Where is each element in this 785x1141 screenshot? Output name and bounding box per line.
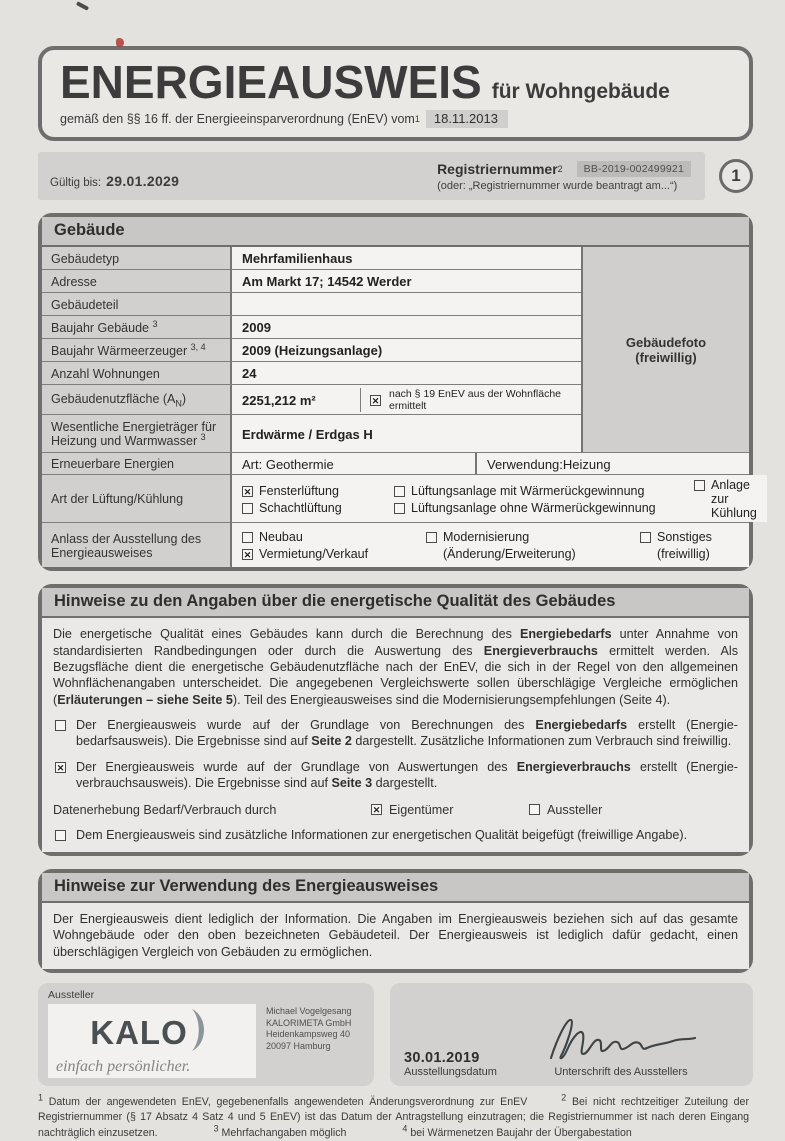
renewables-type: Art: Geothermie [232, 453, 477, 474]
usage-notes-text: Der Energieausweis dient lediglich der Information. Die Angaben im Energieausweis beziehen sich auf das gesamte Wohngebäude oder den oben bezeichneten Gebäudeteil. Der Energieausweis ist lediglich dafür gedacht, einen überschlägigen Vergleich von Gebäuden zu ermöglichen. [53, 911, 738, 959]
footnote-1-text: Datum der angewendeten EnEV, gegebenenfalls angewendeten Änderungsverordnung zur EnEV [48, 1095, 528, 1108]
checkbox-area-method[interactable]: ✕ [371, 395, 380, 406]
signature-box [390, 983, 753, 1086]
page-number-badge: 1 [719, 159, 753, 193]
row-label: Gebäudenutzfläche $(A_N)$ [42, 385, 232, 414]
ventilation-row [42, 475, 757, 523]
row-label: Art der Lüftung/Kühlung [42, 475, 232, 522]
row-value: 2009 [232, 316, 581, 338]
row-label: Baujahr Gebäude $^3$ [42, 316, 232, 338]
renewables-usage: Verwendung:Heizung [477, 453, 749, 474]
row-value: Erdwärme / Erdgas H [232, 415, 581, 452]
issue-reason-options: Neubau ✕ Vermietung/Verkauf Modernisierung (Änderung/Erweiterung) Sonstiges (freiwillig) [232, 523, 749, 567]
issuer-caption: Aussteller [48, 988, 95, 1001]
issue-reason-row [42, 523, 749, 567]
table-row [42, 316, 581, 339]
table-row [42, 339, 581, 362]
table-row [42, 247, 581, 270]
checkbox-eigentuemer[interactable]: ✕ [372, 805, 381, 816]
signature-handwriting [537, 1011, 705, 1068]
signature-caption: Unterschrift des Ausstellers [554, 1065, 688, 1078]
row-label: Baujahr Wärmeerzeuger $^{3, 4}$ [42, 339, 232, 361]
validity-band-row [38, 152, 753, 200]
issuer-row [38, 983, 753, 1086]
checkbox-bedarfsausweis[interactable] [55, 720, 66, 731]
checkbox-vermietung-verkauf[interactable]: ✕ [243, 550, 252, 561]
law-reference-text: gemäß den §§ 16 ff. der Energieeinsparverordnung (EnEV) vom [60, 112, 415, 127]
list-item-bedarf: Der Energieausweis wurde auf der Grundlage von Berechnungen des Energiebedarfs erstellt (Energiebedarfsausweis). Die Ergebnisse sind auf Seite 2 dargestellt. Zusätzliche Informationen zum Verbrauch sind freiwillig. [53, 717, 738, 750]
data-collection-label: Datenerhebung Bedarf/Verbrauch durch [53, 802, 277, 817]
modernisierung-subnote: (Änderung/Erweiterung) [443, 547, 576, 562]
row-value: 24 [232, 362, 581, 384]
footnote-1-marker: 1 [38, 1092, 44, 1103]
registry-alt-note: (oder: „Registriernummer wurde beantragt am...“) [437, 179, 678, 192]
data-collection-row: Datenerhebung Bedarf/Verbrauch durch ✕ Eigentümer Aussteller [53, 802, 603, 817]
checkbox-sonstiges[interactable] [640, 532, 651, 543]
table-row [42, 293, 581, 316]
scan-red-mark [116, 38, 124, 47]
usage-notes-section [38, 869, 753, 973]
checkbox-schachtlueftung[interactable] [242, 503, 253, 514]
checkbox-fensterlueftung[interactable]: ✕ [243, 486, 252, 497]
table-row-area [42, 385, 581, 415]
footnotes [38, 1092, 753, 1141]
footnote-2-text: Bei nicht rechtzeitiger Zuteilung der Registriernummer (§ 17 Absatz 4 Satz 4 und 5 EnEV) ist das Datum der Antragstellung einzutragen; die Registriernummer ist nach deren Eingang nachträglich einzusetzen. [38, 1095, 749, 1139]
table-row [42, 415, 581, 452]
list-item-verbrauch: ✕ Der Energieausweis wurde auf der Grundlage von Auswertungen des Energieverbrauchs erstellt (Energieverbrauchsausweis). Die Ergebnisse sind auf Seite 3 dargestellt. [56, 759, 738, 791]
table-row [42, 362, 581, 385]
footnote-4-marker: 4 [402, 1123, 408, 1134]
row-label: Wesentliche Energieträger für Heizung und Warmwasser $^3$ [42, 415, 232, 452]
row-value [232, 293, 581, 315]
document-subtitle: für Wohngebäude [491, 80, 670, 103]
kalo-brand-text: KALO [90, 1013, 188, 1051]
row-value: Am Markt 17; 14542 Werder [232, 270, 581, 292]
issuer-box [38, 983, 374, 1086]
checkbox-verbrauchsausweis[interactable]: ✕ [56, 762, 65, 773]
checkbox-zusatzinformationen[interactable] [55, 830, 66, 841]
row-label: Gebäudetyp [42, 247, 232, 269]
kalo-logo [48, 1004, 256, 1078]
header-box: ENERGIEAUSWEIS für Wohngebäude gemäß den §§ 16 ff. der Energieeinsparverordnung (EnEV) vom 1 18.11.2013 [38, 46, 753, 141]
issue-date-caption: Ausstellungsdatum [404, 1065, 497, 1078]
scan-staple-mark [76, 1, 89, 11]
registry-number-value: BB-2019-002499921 [577, 161, 691, 177]
row-value [232, 385, 581, 414]
footnote-4-text: bei Wärmenetzen Baujahr der Übergabestation [410, 1126, 632, 1139]
row-value: Mehrfamilienhaus [232, 247, 581, 269]
area-value: 2251,212 m² [242, 392, 316, 408]
building-section [38, 213, 757, 571]
building-section-title: Gebäude [42, 217, 749, 247]
issuer-address: Michael Vogelgesang KALORIMETA GmbH Heidenkampsweg 40 20097 Hamburg [266, 1005, 352, 1052]
ventilation-options: ✕ Fensterlüftung Schachtlüftung Lüftungsanlage mit Wärmerückgewinnung Lüftungsanlage ohne Wärmerückgewinnung Anlage zur Kühlung [232, 475, 767, 522]
checkbox-aussteller[interactable] [529, 804, 540, 815]
valid-until-date: 29.01.2029 [106, 173, 180, 190]
row-label: Anzahl Wohnungen [42, 362, 232, 384]
building-photo-placeholder: Gebäudefoto (freiwillig) [581, 247, 749, 452]
list-item-zusatzinfo: Dem Energieausweis sind zusätzliche Informationen zur energetischen Qualität beigefügt (freiwillige Angabe). [53, 827, 738, 843]
valid-until-label: Gültig bis: [50, 177, 102, 190]
quality-notes-intro: Die energetische Qualität eines Gebäudes kann durch die Berechnung des Energiebedarfs unter Annahme von standardisierten Randbedingungen oder durch die Auswertung des Energieverbrauchs ermittelt werden. Als Bezugsfläche dient die energetische Gebäudenutzfläche nach der EnEV, die sich in der Regel von den allgemeinen Wohnflächenangaben unterscheidet. Die angegebenen Vergleichswerte sollen überschlägige Vergleiche ermöglichen (Erläuterungen – siehe Seite 5). Teil des Energieausweises sind die Modernisierungsempfehlungen (Seite 4). [53, 627, 738, 707]
checkbox-lueftung-mit-wrg[interactable] [394, 486, 405, 497]
registry-number-label: Registriernummer [437, 160, 558, 177]
kalo-tagline: einfach persönlicher. [56, 1057, 191, 1075]
kalo-swoosh-icon [190, 1008, 212, 1057]
checkbox-anlage-kuehlung[interactable] [694, 480, 705, 491]
quality-notes-section [38, 584, 753, 856]
area-method-note: nach § 19 EnEV aus der Wohnfläche ermittelt [389, 388, 562, 413]
renewables-row [42, 452, 749, 475]
sonstiges-subnote: (freiwillig) [657, 547, 710, 562]
validity-band: Gültig bis: 29.01.2029 Registriernummer 2 BB-2019-002499921 (oder: „Registriernummer wurde beantragt am...“) [38, 152, 705, 200]
table-row [42, 270, 581, 293]
enev-date-value: 18.11.2013 [426, 110, 508, 128]
footnote-2-marker: 2 [561, 1092, 567, 1103]
quality-notes-title: Hinweise zu den Angaben über die energetische Qualität des Gebäudes [42, 588, 749, 618]
row-label: Erneuerbare Energien [42, 453, 232, 474]
usage-notes-title: Hinweise zur Verwendung des Energieausweises [42, 873, 749, 903]
checkbox-lueftung-ohne-wrg[interactable] [394, 503, 405, 514]
row-label: Gebäudeteil [42, 293, 232, 315]
document-title: ENERGIEAUSWEIS [60, 56, 482, 108]
issue-date: 30.01.2019 [404, 1049, 480, 1066]
row-value: 2009 (Heizungsanlage) [232, 339, 581, 361]
footnote-3-text: Mehrfachangaben möglich [221, 1126, 347, 1139]
row-label: Adresse [42, 270, 232, 292]
footnote-3-marker: 3 [213, 1123, 219, 1134]
row-label: Anlass der Ausstellung des Energieausweises [42, 523, 232, 567]
checkbox-modernisierung[interactable] [426, 532, 437, 543]
checkbox-neubau[interactable] [242, 532, 253, 543]
